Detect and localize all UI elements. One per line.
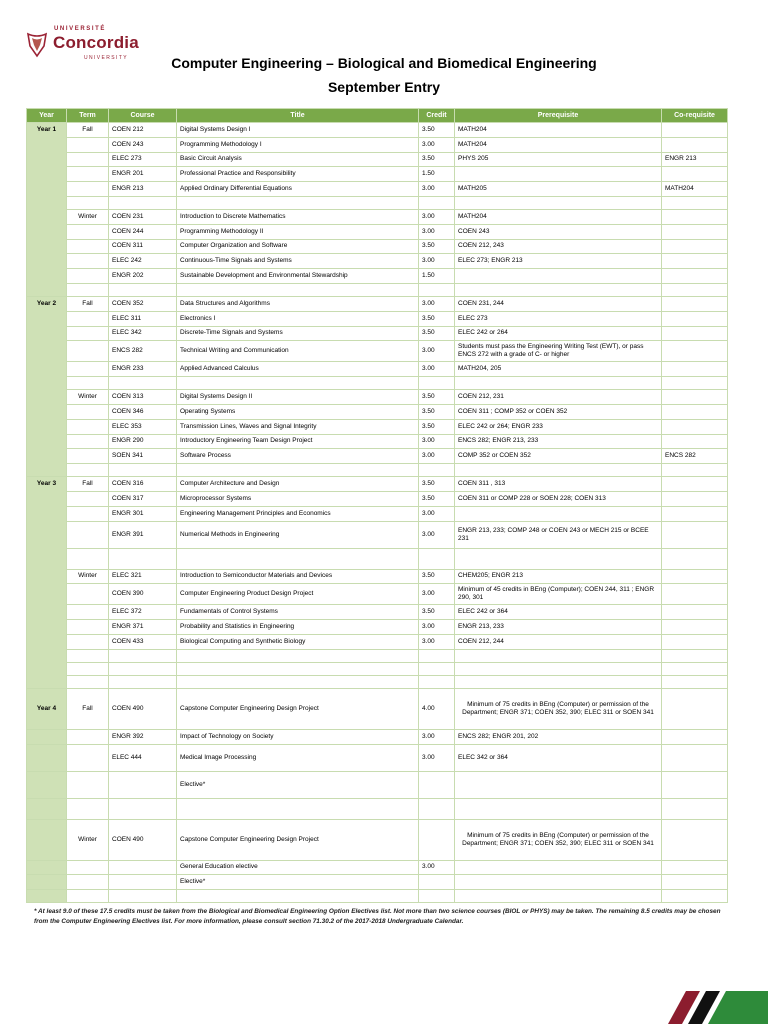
course-code <box>109 860 177 875</box>
table-row <box>27 239 728 254</box>
table-row <box>27 744 728 771</box>
table-row <box>27 182 728 197</box>
course-prereq <box>455 506 662 521</box>
course-credit: 3.00 <box>419 182 455 197</box>
header-course: Course <box>109 109 177 123</box>
table-row <box>27 819 728 860</box>
course-prereq: Students must pass the Engineering Writing Test (EWT), or pass ENCS 272 with a grade of C- or higher <box>455 341 662 362</box>
course-coreq <box>662 875 728 890</box>
table-row <box>27 434 728 449</box>
course-coreq <box>662 167 728 182</box>
course-credit: 1.50 <box>419 167 455 182</box>
course-code: ENGR 391 <box>109 521 177 548</box>
course-prereq <box>455 771 662 798</box>
course-prereq <box>455 875 662 890</box>
course-code: ENGR 233 <box>109 362 177 377</box>
course-code: ENGR 201 <box>109 167 177 182</box>
course-credit: 3.00 <box>419 341 455 362</box>
table-row <box>27 362 728 377</box>
course-title: Computer Organization and Software <box>177 239 419 254</box>
spacer-row <box>27 548 728 569</box>
course-title: Capstone Computer Engineering Design Project <box>177 819 419 860</box>
table-row <box>27 224 728 239</box>
table-row <box>27 771 728 798</box>
course-coreq <box>662 620 728 635</box>
course-code: COEN 490 <box>109 819 177 860</box>
term-cell: Fall <box>67 477 109 492</box>
course-credit: 3.50 <box>419 477 455 492</box>
header-term: Term <box>67 109 109 123</box>
year-cell: Year 3 <box>27 477 67 689</box>
course-code: COEN 433 <box>109 634 177 649</box>
course-title: Medical Image Processing <box>177 744 419 771</box>
course-code: ENGR 371 <box>109 620 177 635</box>
course-coreq <box>662 569 728 584</box>
term-cell: Fall <box>67 123 109 138</box>
course-code <box>109 771 177 798</box>
course-coreq: ENGR 213 <box>662 152 728 167</box>
term-cell: Winter <box>67 819 109 860</box>
spacer-row <box>27 377 728 390</box>
course-credit: 3.50 <box>419 239 455 254</box>
course-title: Data Structures and Algorithms <box>177 296 419 311</box>
table-row <box>27 254 728 269</box>
course-prereq: COEN 311 ; COMP 352 or COEN 352 <box>455 404 662 419</box>
course-prereq: COEN 311 , 313 <box>455 477 662 492</box>
course-credit: 3.50 <box>419 419 455 434</box>
course-title: Technical Writing and Communication <box>177 341 419 362</box>
course-coreq <box>662 311 728 326</box>
course-credit <box>419 771 455 798</box>
course-coreq <box>662 269 728 284</box>
logo-bottom-text: UNIVERSITY <box>84 55 129 61</box>
course-prereq <box>455 860 662 875</box>
table-row <box>27 477 728 492</box>
page-subtitle: September Entry <box>327 79 441 95</box>
table-row <box>27 390 728 405</box>
logo-top-text: UNIVERSITÉ <box>54 26 107 32</box>
course-title: Impact of Technology on Society <box>177 729 419 744</box>
course-credit: 3.00 <box>419 254 455 269</box>
course-title: Fundamentals of Control Systems <box>177 605 419 620</box>
course-credit: 3.00 <box>419 584 455 605</box>
table-row <box>27 729 728 744</box>
course-credit: 3.00 <box>419 860 455 875</box>
course-prereq: Minimum of 75 credits in BEng (Computer) or permission of the Department; ENGR 371; COEN 352, 390; ELEC 311 or SOEN 341 <box>455 819 662 860</box>
course-code: COEN 311 <box>109 239 177 254</box>
course-prereq: ENCS 282; ENGR 213, 233 <box>455 434 662 449</box>
course-prereq: MATH205 <box>455 182 662 197</box>
table-row <box>27 491 728 506</box>
spacer-row <box>27 649 728 662</box>
page-title: Computer Engineering – Biological and Biomedical Engineering <box>171 55 597 71</box>
course-code: ENGR 392 <box>109 729 177 744</box>
course-coreq <box>662 744 728 771</box>
course-prereq: PHYS 205 <box>455 152 662 167</box>
course-code: COEN 243 <box>109 137 177 152</box>
course-title: Numerical Methods in Engineering <box>177 521 419 548</box>
course-coreq <box>662 362 728 377</box>
course-title: Introduction to Semiconductor Materials and Devices <box>177 569 419 584</box>
course-coreq <box>662 634 728 649</box>
course-prereq: ENGR 213, 233; COMP 248 or COEN 243 or MECH 215 or BCEE 231 <box>455 521 662 548</box>
table-row <box>27 326 728 341</box>
course-title: Biological Computing and Synthetic Biology <box>177 634 419 649</box>
table-row <box>27 209 728 224</box>
course-prereq: COEN 243 <box>455 224 662 239</box>
table-row <box>27 584 728 605</box>
table-row <box>27 449 728 464</box>
course-coreq <box>662 506 728 521</box>
course-title: Digital Systems Design I <box>177 123 419 138</box>
table-row <box>27 688 728 729</box>
course-code: COEN 244 <box>109 224 177 239</box>
course-coreq <box>662 771 728 798</box>
course-prereq: COEN 311 or COMP 228 or SOEN 228; COEN 313 <box>455 491 662 506</box>
course-credit: 3.00 <box>419 137 455 152</box>
table-row <box>27 404 728 419</box>
course-title: Electronics I <box>177 311 419 326</box>
course-prereq <box>455 269 662 284</box>
course-prereq: Minimum of 45 credits in BEng (Computer); COEN 244, 311 ; ENGR 290, 301 <box>455 584 662 605</box>
course-coreq <box>662 326 728 341</box>
course-coreq: ENCS 282 <box>662 449 728 464</box>
course-coreq <box>662 296 728 311</box>
table-header-row <box>27 109 728 123</box>
course-credit: 3.00 <box>419 634 455 649</box>
course-title: Computer Architecture and Design <box>177 477 419 492</box>
header-year: Year <box>27 109 67 123</box>
course-coreq <box>662 123 728 138</box>
spacer-row <box>27 283 728 296</box>
table-row <box>27 860 728 875</box>
course-credit: 3.50 <box>419 404 455 419</box>
term-cell: Fall <box>67 296 109 311</box>
course-coreq: MATH204 <box>662 182 728 197</box>
table-row <box>27 419 728 434</box>
course-credit: 3.00 <box>419 521 455 548</box>
course-coreq <box>662 860 728 875</box>
course-coreq <box>662 137 728 152</box>
course-coreq <box>662 224 728 239</box>
course-code: COEN 212 <box>109 123 177 138</box>
table-row <box>27 521 728 548</box>
course-coreq <box>662 491 728 506</box>
course-credit: 3.50 <box>419 390 455 405</box>
course-code: COEN 316 <box>109 477 177 492</box>
header-prerequisite: Prerequisite <box>455 109 662 123</box>
course-credit: 3.50 <box>419 326 455 341</box>
course-title: Software Process <box>177 449 419 464</box>
course-prereq: ENGR 213, 233 <box>455 620 662 635</box>
course-credit: 3.50 <box>419 311 455 326</box>
table-row <box>27 311 728 326</box>
course-title: Digital Systems Design II <box>177 390 419 405</box>
table-row <box>27 296 728 311</box>
course-code: COEN 390 <box>109 584 177 605</box>
course-credit: 3.00 <box>419 506 455 521</box>
table-row <box>27 620 728 635</box>
table-row <box>27 167 728 182</box>
course-code: ENGR 290 <box>109 434 177 449</box>
spacer-row <box>27 662 728 675</box>
course-code: ENGR 213 <box>109 182 177 197</box>
table-row <box>27 341 728 362</box>
course-code: COEN 490 <box>109 688 177 729</box>
course-credit: 3.00 <box>419 449 455 464</box>
course-prereq: ENCS 282; ENGR 201, 202 <box>455 729 662 744</box>
course-credit: 1.50 <box>419 269 455 284</box>
course-title: Elective* <box>177 875 419 890</box>
course-title: Computer Engineering Product Design Project <box>177 584 419 605</box>
course-coreq <box>662 404 728 419</box>
course-title: Applied Advanced Calculus <box>177 362 419 377</box>
course-credit: 3.50 <box>419 491 455 506</box>
course-title: Operating Systems <box>177 404 419 419</box>
course-credit: 3.00 <box>419 296 455 311</box>
table-row <box>27 137 728 152</box>
course-code: ENGR 301 <box>109 506 177 521</box>
spacer-row <box>27 464 728 477</box>
course-coreq <box>662 254 728 269</box>
course-prereq: COEN 212, 243 <box>455 239 662 254</box>
course-code: COEN 346 <box>109 404 177 419</box>
table-row <box>27 506 728 521</box>
course-coreq <box>662 819 728 860</box>
course-credit: 3.00 <box>419 209 455 224</box>
course-code: COEN 352 <box>109 296 177 311</box>
table-row <box>27 123 728 138</box>
header-credit: Credit <box>419 109 455 123</box>
course-code: COEN 317 <box>109 491 177 506</box>
course-code: ENGR 202 <box>109 269 177 284</box>
course-credit: 3.50 <box>419 123 455 138</box>
course-title: Capstone Computer Engineering Design Project <box>177 688 419 729</box>
course-title: Professional Practice and Responsibility <box>177 167 419 182</box>
header-title: Title <box>177 109 419 123</box>
course-title: Engineering Management Principles and Economics <box>177 506 419 521</box>
course-coreq <box>662 341 728 362</box>
course-prereq: COEN 212, 231 <box>455 390 662 405</box>
table-row <box>27 634 728 649</box>
course-code: ELEC 353 <box>109 419 177 434</box>
course-credit: 4.00 <box>419 688 455 729</box>
term-cell: Fall <box>67 688 109 729</box>
course-credit: 3.00 <box>419 744 455 771</box>
course-title: Microprocessor Systems <box>177 491 419 506</box>
course-credit: 3.00 <box>419 434 455 449</box>
course-title: Programming Methodology I <box>177 137 419 152</box>
course-credit: 3.50 <box>419 152 455 167</box>
year-cell: Year 2 <box>27 296 67 476</box>
logo-name: Concordia <box>53 33 139 52</box>
spacer-row <box>27 890 728 903</box>
course-code: COEN 231 <box>109 209 177 224</box>
course-title: Transmission Lines, Waves and Signal Integrity <box>177 419 419 434</box>
table-row <box>27 269 728 284</box>
table-row <box>27 152 728 167</box>
course-prereq: ELEC 242 or 364 <box>455 605 662 620</box>
course-credit: 3.50 <box>419 605 455 620</box>
course-code: ELEC 311 <box>109 311 177 326</box>
course-prereq: ELEC 273 <box>455 311 662 326</box>
header-corequisite: Co-requisite <box>662 109 728 123</box>
course-coreq <box>662 605 728 620</box>
spacer-row <box>27 196 728 209</box>
course-code: ELEC 273 <box>109 152 177 167</box>
course-code: ELEC 321 <box>109 569 177 584</box>
course-prereq: MATH204 <box>455 209 662 224</box>
course-credit: 3.00 <box>419 224 455 239</box>
course-coreq <box>662 477 728 492</box>
course-code: SOEN 341 <box>109 449 177 464</box>
course-sequence-table <box>26 108 728 903</box>
course-coreq <box>662 419 728 434</box>
term-cell: Winter <box>67 209 109 224</box>
course-code <box>109 875 177 890</box>
course-title: Introduction to Discrete Mathematics <box>177 209 419 224</box>
course-code: ENCS 282 <box>109 341 177 362</box>
year-cell: Year 1 <box>27 123 67 297</box>
term-cell: Winter <box>67 390 109 405</box>
course-prereq <box>455 167 662 182</box>
course-title: Continuous-Time Signals and Systems <box>177 254 419 269</box>
course-coreq <box>662 434 728 449</box>
course-prereq: ELEC 273; ENGR 213 <box>455 254 662 269</box>
course-title: Discrete-Time Signals and Systems <box>177 326 419 341</box>
course-prereq: MATH204, 205 <box>455 362 662 377</box>
course-title: Basic Circuit Analysis <box>177 152 419 167</box>
course-credit <box>419 819 455 860</box>
course-prereq: COMP 352 or COEN 352 <box>455 449 662 464</box>
table-row <box>27 605 728 620</box>
course-title: Elective* <box>177 771 419 798</box>
table-row <box>27 569 728 584</box>
course-coreq <box>662 729 728 744</box>
course-credit <box>419 875 455 890</box>
course-prereq: MATH204 <box>455 123 662 138</box>
course-code: COEN 313 <box>109 390 177 405</box>
course-prereq: COEN 231, 244 <box>455 296 662 311</box>
course-credit: 3.00 <box>419 620 455 635</box>
course-code: ELEC 444 <box>109 744 177 771</box>
course-prereq: ELEC 242 or 264; ENGR 233 <box>455 419 662 434</box>
course-prereq: Minimum of 75 credits in BEng (Computer) or permission of the Department; ENGR 371; COEN 352, 390; ELEC 311 or SOEN 341 <box>455 688 662 729</box>
course-coreq <box>662 584 728 605</box>
spacer-row <box>27 675 728 688</box>
table-row <box>27 875 728 890</box>
spacer-row <box>27 798 728 819</box>
term-cell: Winter <box>67 569 109 584</box>
footnote: * At least 9.0 of these 17.5 credits must be taken from the Biological and Biomedical Engineering Option Electives list. Not more than two science courses (BIOL or PHYS) may be taken. The remaining 8.5 credits may be chosen from the Computer Engineering Electives list. For more information, please consult section 71.30.2 of the 2017-2018 Undergraduate Calendar. <box>34 908 721 925</box>
course-credit: 3.00 <box>419 362 455 377</box>
course-credit: 3.00 <box>419 729 455 744</box>
course-prereq: MATH204 <box>455 137 662 152</box>
course-prereq: ELEC 342 or 364 <box>455 744 662 771</box>
course-prereq: COEN 212, 244 <box>455 634 662 649</box>
course-coreq <box>662 521 728 548</box>
course-coreq <box>662 688 728 729</box>
course-prereq: ELEC 242 or 264 <box>455 326 662 341</box>
course-prereq: CHEM205; ENGR 213 <box>455 569 662 584</box>
course-code: ELEC 342 <box>109 326 177 341</box>
course-title: Sustainable Development and Environmental Stewardship <box>177 269 419 284</box>
year-cell: Year 4 <box>27 688 67 729</box>
course-credit: 3.50 <box>419 569 455 584</box>
course-code: ELEC 372 <box>109 605 177 620</box>
course-code: ELEC 242 <box>109 254 177 269</box>
course-title: General Education elective <box>177 860 419 875</box>
course-coreq <box>662 209 728 224</box>
course-title: Applied Ordinary Differential Equations <box>177 182 419 197</box>
course-title: Probability and Statistics in Engineering <box>177 620 419 635</box>
course-coreq <box>662 390 728 405</box>
corner-stripes-decoration <box>648 979 768 1024</box>
course-coreq <box>662 239 728 254</box>
course-title: Programming Methodology II <box>177 224 419 239</box>
course-title: Introductory Engineering Team Design Project <box>177 434 419 449</box>
